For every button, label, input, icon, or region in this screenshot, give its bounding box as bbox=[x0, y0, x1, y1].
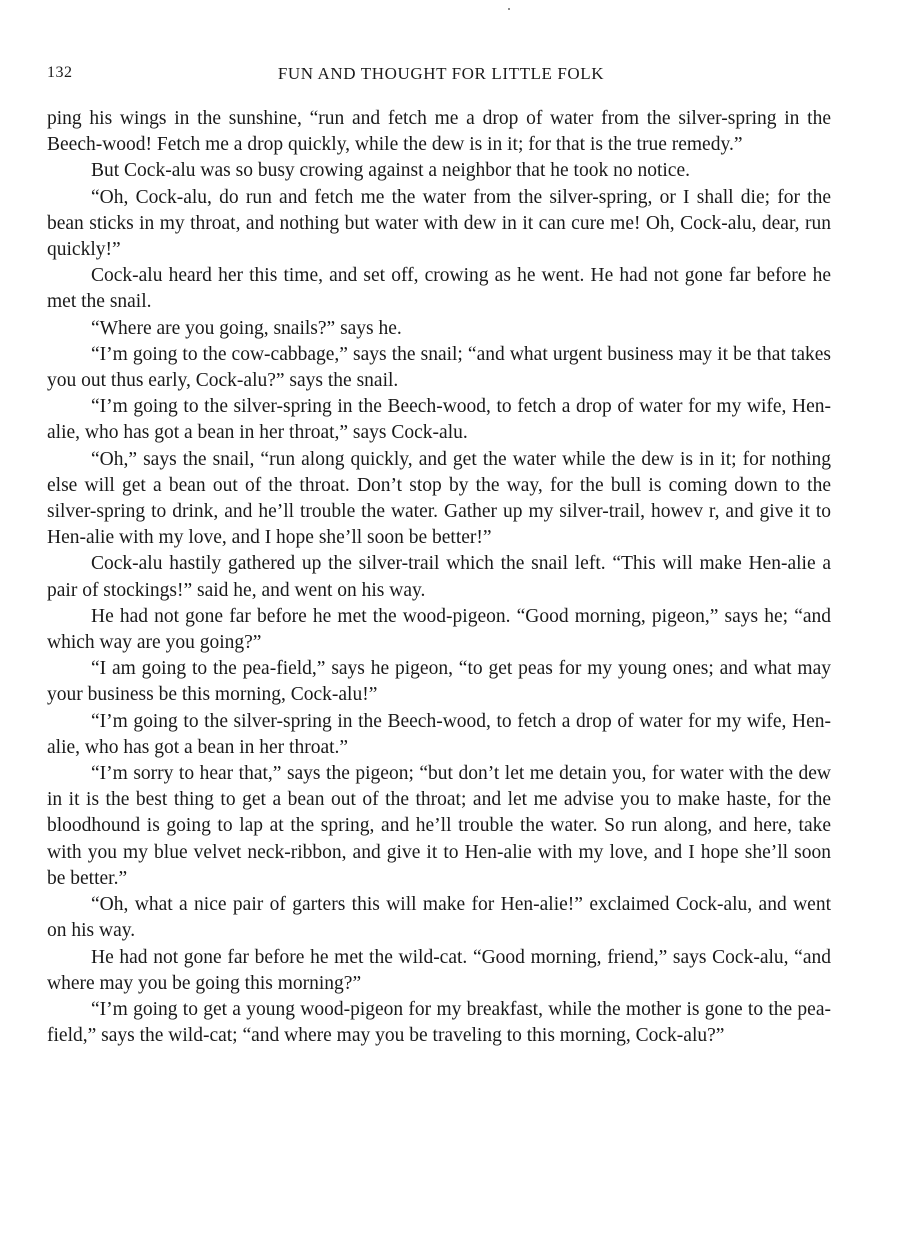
paragraph: “I’m going to the silver-spring in the Beech-wood, to fetch a drop of water for my wife, Hen-alie, who has got a bean in her throat,” says Cock-alu. bbox=[47, 396, 831, 444]
paragraph: “I’m going to the cow-cabbage,” says the snail; “and what urgent business may it be that takes you out thus early, Cock-alu?” says the snail. bbox=[47, 343, 831, 392]
running-head: FUN AND THOUGHT FOR LITTLE FOLK bbox=[277, 64, 605, 83]
paragraph: “I’m going to get a young wood-pigeon for my breakfast, while the mother is gone to the pea-field,” says the wild-cat; “and where may you be traveling to this morning, Cock-alu?” bbox=[47, 998, 831, 1047]
paragraph: Cock-alu heard her this time, and set off, crowing as he went. He had not gone far before he met the snail. bbox=[47, 265, 831, 313]
paragraph: “Oh, what a nice pair of garters this will make for Hen-alie!” exclaimed Cock-alu, and went on his way. bbox=[47, 894, 831, 942]
paragraph: ping his wings in the sunshine, “run and fetch me a drop of water from the silver-spring in the Beech-wood! Fetch me a drop quickly, while the dew is in it; for that is the true remedy.” bbox=[47, 108, 831, 156]
page-header bbox=[47, 64, 835, 88]
body-text bbox=[47, 106, 831, 1049]
paragraph: “Oh, Cock-alu, do run and fetch me the water from the silver-spring, or I shall die; for the bean sticks in my throat, and nothing but water with dew in it can cure me! Oh, Cock-alu, dear, run quickly!” bbox=[47, 186, 831, 261]
paragraph: Cock-alu hastily gathered up the silver-trail which the snail left. “This will make Hen-alie a pair of stockings!” said he, and went on his way. bbox=[47, 553, 831, 601]
page-number: 132 bbox=[47, 64, 73, 81]
paragraph: But Cock-alu was so busy crowing against a neighbor that he took no notice. bbox=[91, 160, 690, 182]
paragraph: “Oh,” says the snail, “run along quickly, and get the water while the dew is in it; for nothing else will get a bean out of the throat. Don’t stop by the way, for the bull is coming down to the silver-spring to drink, and he’ll trouble the water. Gather up my silver-trail, howev r, and give it to Hen-alie with my love, and I hope she’ll soon be better!” bbox=[47, 448, 831, 549]
paragraph: “I’m sorry to hear that,” says the pigeon; “but don’t let me detain you, for water with the dew in it is the best thing to get a bean out of the throat; and let me advise you to make haste, for the bloodhound is going to lap at the spring, and he’ll trouble the water. So run along, and here, take with you my blue velvet neck-ribbon, and give it to Hen-alie with my love, and I hope she’ll soon be better.” bbox=[47, 763, 831, 889]
paragraph: “I’m going to the silver-spring in the Beech-wood, to fetch a drop of water for my wife, Hen-alie, who has got a bean in her throat.” bbox=[47, 710, 831, 758]
scan-speck bbox=[508, 8, 510, 10]
paragraph: “Where are you going, snails?” says he. bbox=[91, 317, 402, 339]
paragraph: He had not gone far before he met the wood-pigeon. “Good morning, pigeon,” says he; “and which way are you going?” bbox=[47, 605, 831, 654]
paragraph: He had not gone far before he met the wild-cat. “Good morning, friend,” says Cock-alu, “and where may you be going this morning?” bbox=[47, 946, 831, 994]
paragraph: “I am going to the pea-field,” says he pigeon, “to get peas for my young ones; and what may your business be this morning, Cock-alu!” bbox=[47, 658, 831, 706]
